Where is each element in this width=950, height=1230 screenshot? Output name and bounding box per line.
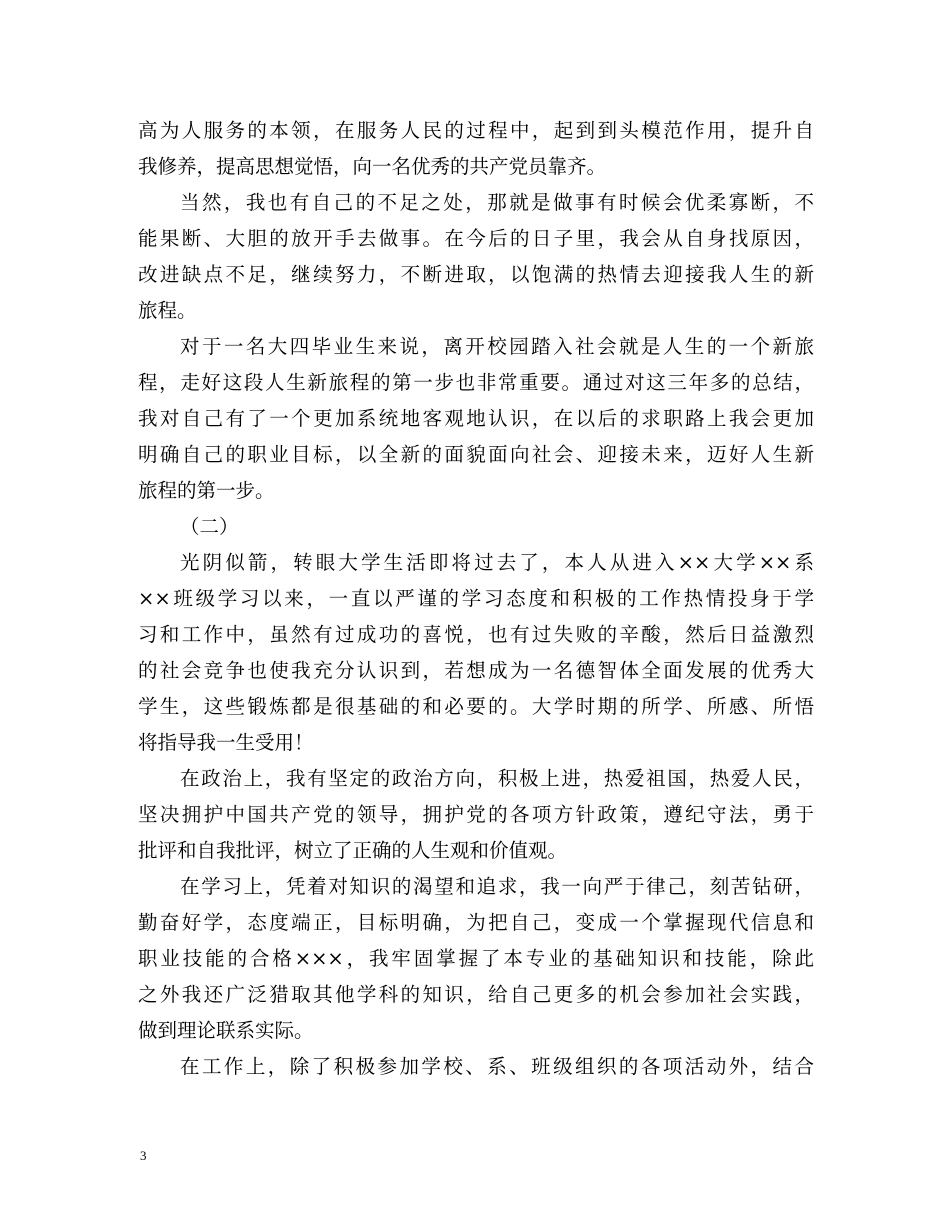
text-line: 之外我还广泛猎取其他学科的知识，给自己更多的机会参加社会实践， [138,983,814,1006]
text-line: 光阴似箭，转眼大学生活即将过去了，本人从进入××大学××系 [180,551,814,574]
text-line: 能果断、大胆的放开手去做事。在今后的日子里，我会从自身找原因， [138,227,814,250]
text-line: 在政治上，我有坚定的政治方向，积极上进，热爱祖国，热爱人民， [180,767,814,790]
text-line: 我修养，提高思想觉悟，向一名优秀的共产党员靠齐。 [138,155,607,178]
text-line: 批评和自我批评，树立了正确的人生观和价值观。 [138,839,568,862]
text-line: 学生，这些锻炼都是很基础的和必要的。大学时期的所学、所感、所悟 [138,695,814,718]
page-number: 3 [140,1148,147,1163]
text-line: （二） [180,515,239,538]
text-line: 明确自己的职业目标，以全新的面貌面向社会、迎接未来，迈好人生新 [138,443,814,466]
text-line: 旅程。 [138,299,197,322]
text-line: 高为人服务的本领，在服务人民的过程中，起到到头模范作用，提升自 [138,119,814,142]
body-text [138,113,814,1085]
text-line: 旅程的第一步。 [138,479,275,502]
text-line: 习和工作中，虽然有过成功的喜悦，也有过失败的辛酸，然后日益激烈 [138,623,814,646]
text-line: 的社会竞争也使我充分认识到，若想成为一名德智体全面发展的优秀大 [138,659,814,682]
text-line: 在学习上，凭着对知识的渴望和追求，我一向严于律己，刻苦钻研， [180,875,814,898]
text-line: 我对自己有了一个更加系统地客观地认识，在以后的求职路上我会更加 [138,407,814,430]
text-line: ××班级学习以来，一直以严谨的学习态度和积极的工作热情投身于学 [138,587,814,610]
text-line: 对于一名大四毕业生来说，离开校园踏入社会就是人生的一个新旅 [180,335,814,358]
text-line: 做到理论联系实际。 [138,1019,314,1042]
text-line: 将指导我一生受用！ [138,731,314,754]
text-line: 在工作上，除了积极参加学校、系、班级组织的各项活动外，结合 [180,1055,814,1078]
text-line: 坚决拥护中国共产党的领导，拥护党的各项方针政策，遵纪守法，勇于 [138,803,814,826]
text-line: 当然，我也有自己的不足之处，那就是做事有时候会优柔寡断，不 [180,191,814,214]
text-line: 改进缺点不足，继续努力，不断进取，以饱满的热情去迎接我人生的新 [138,263,814,286]
text-line: 职业技能的合格×××，我牢固掌握了本专业的基础知识和技能，除此 [138,947,814,970]
text-line: 程，走好这段人生新旅程的第一步也非常重要。通过对这三年多的总结， [138,371,814,394]
text-line: 勤奋好学，态度端正，目标明确，为把自己，变成一个掌握现代信息和 [138,911,814,934]
